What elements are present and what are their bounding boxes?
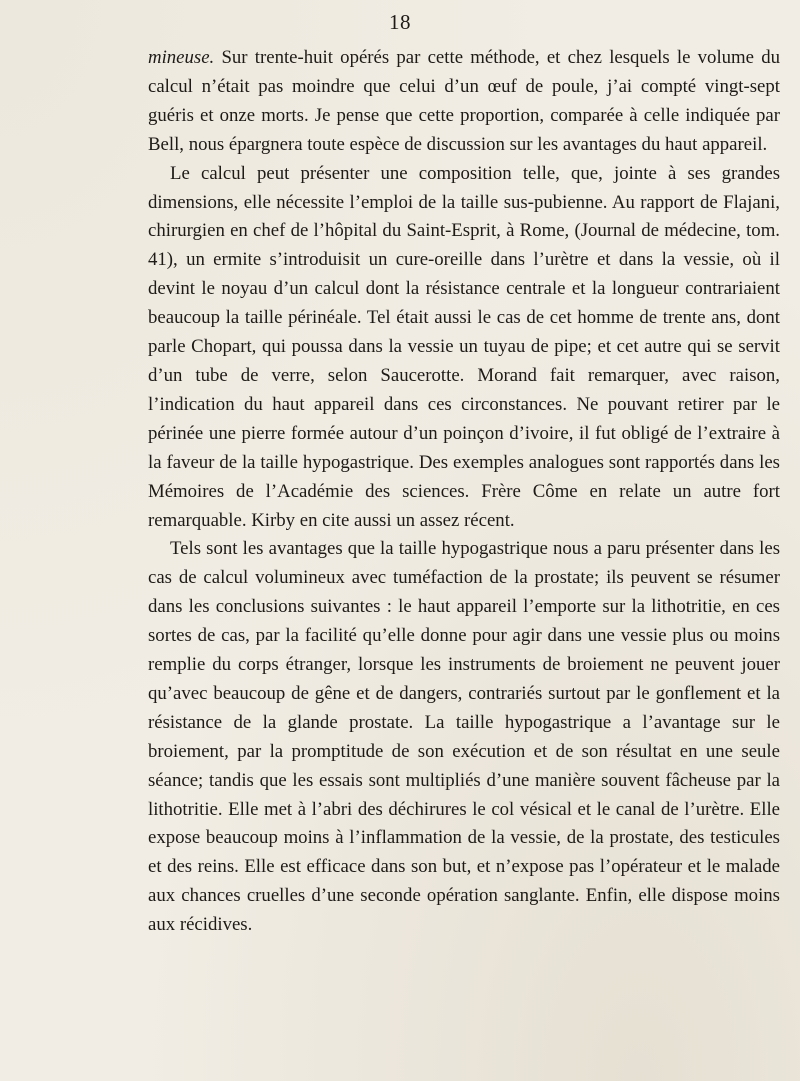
paragraph-calcul-composition [148, 160, 780, 536]
body-text [148, 44, 780, 940]
page-number: 18 [389, 10, 411, 34]
continued-word: mineuse. [148, 47, 215, 68]
paragraph-text: Sur trente-huit opérés par cette méthode, et chez lesquels le volume du calcul n’était pas moindre que celui d’un œuf de poule, j’ai compté vingt-sept guéris et onze morts. Je pense que cette proportion, comparée à celle indiquée par Bell, nous épargnera toute espèce de discussion sur les avantages du haut appareil. [148, 47, 780, 155]
paragraph-text: Le calcul peut présenter une composition telle, que, jointe à ses grandes dimensions, elle nécessite l’emploi de la taille sus-pubienne. Au rapport de Flajani, chirurgien en chef de l’hôpital du Saint-Esprit, à Rome, (Journal de médecine, tom. 41), un ermite s’introduisit un cure-oreille dans l’urètre et dans la vessie, où il devint le noyau d’un calcul dont la résistance centrale et la longueur contrariaient beaucoup la taille périnéale. Tel était aussi le cas de cet homme de trente ans, dont parle Chopart, qui poussa dans la vessie un tuyau de pipe; et cet autre qui se servit d’un tube de verre, selon Saucerotte. Morand fait remarquer, avec raison, l’indication du haut appareil dans ces circonstances. Ne pouvant retirer par le périnée une pierre formée autour d’un poinçon d’ivoire, il fut obligé de l’extraire à la faveur de la taille hypogastrique. Des exemples analogues sont rapportés dans les Mémoires de l’Académie des sciences. Frère Côme en relate un autre fort remarquable. Kirby en cite aussi un assez récent. [148, 162, 780, 531]
paragraph-continuation [148, 44, 780, 160]
paragraph-text: Tels sont les avantages que la taille hypogastrique nous a paru présenter dans les cas de calcul volumineux avec tuméfaction de la prostate; ils peuvent se résumer dans les conclusions suivantes : le haut appareil l’emporte sur la lithotritie, en ces sortes de cas, par la facilité qu’elle donne pour agir dans une vessie plus ou moins remplie du corps étranger, lorsque les instruments de broiement ne peuvent jouer qu’avec beaucoup de gêne et de dangers, contrariés surtout par le gonflement et la résistance de la glande prostate. La taille hypogastrique a l’avantage sur le broiement, par la promptitude de son exécution et de son résultat en une seule séance; tandis que les essais sont multipliés d’une manière souvent fâcheuse par la lithotritie. Elle met à l’abri des déchirures le col vésical et le canal de l’urètre. Elle expose beaucoup moins à l’inflammation de la vessie, de la prostate, des testicules et des reins. Elle est efficace dans son but, et n’expose pas l’opérateur et le malade aux chances cruelles d’une seconde opération sanglante. Enfin, elle dispose moins aux récidives. [148, 538, 780, 936]
paragraph-conclusions [148, 535, 780, 940]
